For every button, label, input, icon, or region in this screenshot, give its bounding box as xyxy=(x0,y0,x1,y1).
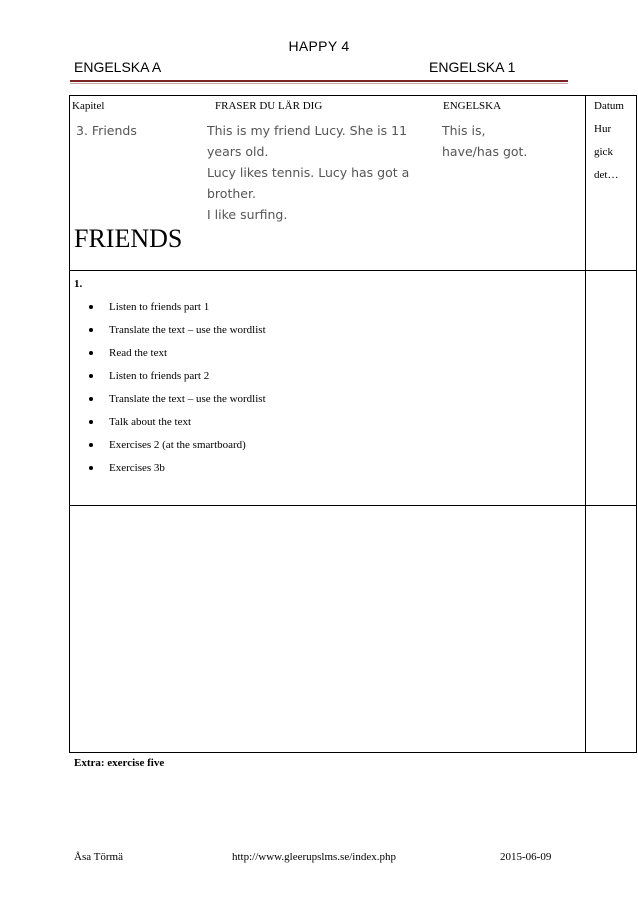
bullet-icon xyxy=(89,328,93,332)
list-item: Talk about the text xyxy=(89,410,266,433)
bullet-icon xyxy=(89,351,93,355)
bullet-icon xyxy=(89,305,93,309)
english-line: This is, xyxy=(442,123,486,138)
phrase-line: years old. xyxy=(207,144,269,159)
list-item: Listen to friends part 1 xyxy=(89,295,266,318)
datum-subtext-hur: Hur xyxy=(594,123,612,135)
section-number: 1. xyxy=(74,278,83,290)
phrases-block xyxy=(207,120,409,225)
table-row-divider xyxy=(70,505,636,506)
list-item: Translate the text – use the wordlist xyxy=(89,318,266,341)
task-list xyxy=(89,295,266,479)
table-row-divider xyxy=(70,270,636,271)
list-item: Exercises 2 (at the smartboard) xyxy=(89,433,266,456)
column-header-kapitel: Kapitel xyxy=(72,100,105,112)
header-right-label: ENGELSKA 1 xyxy=(429,59,516,75)
footer-author: Åsa Törmä xyxy=(74,851,123,863)
header-rule xyxy=(70,80,568,82)
bullet-icon xyxy=(89,466,93,470)
phrase-line: I like surfing. xyxy=(207,207,288,222)
lesson-table xyxy=(69,95,637,753)
column-header-fraser: FRASER DU LÄR DIG xyxy=(215,100,323,112)
footer-url: http://www.gleerupslms.se/index.php xyxy=(232,851,396,863)
header-left-label: ENGELSKA A xyxy=(74,59,162,75)
list-item: Read the text xyxy=(89,341,266,364)
list-item: Translate the text – use the wordlist xyxy=(89,387,266,410)
list-item: Exercises 3b xyxy=(89,456,266,479)
column-header-datum: Datum xyxy=(594,100,624,112)
footer-date: 2015-06-09 xyxy=(500,851,552,863)
header-rule-shadow xyxy=(70,83,568,84)
phrase-line: Lucy likes tennis. Lucy has got a xyxy=(207,165,410,180)
bullet-icon xyxy=(89,420,93,424)
column-header-engelska: ENGELSKA xyxy=(443,100,502,112)
phrase-line: This is my friend Lucy. She is 11 xyxy=(207,123,408,138)
chapter-title: 3. Friends xyxy=(76,123,137,138)
bullet-icon xyxy=(89,397,93,401)
datum-subtext-gick: gick xyxy=(594,146,613,158)
extra-exercise-note: Extra: exercise five xyxy=(74,757,165,769)
bullet-icon xyxy=(89,374,93,378)
theme-heading: FRIENDS xyxy=(74,224,183,253)
list-item: Listen to friends part 2 xyxy=(89,364,266,387)
english-line: have/has got. xyxy=(442,144,528,159)
datum-subtext-det: det… xyxy=(594,169,619,181)
table-column-divider xyxy=(585,96,586,752)
bullet-icon xyxy=(89,443,93,447)
english-block xyxy=(442,120,527,162)
page-header-title: HAPPY 4 xyxy=(288,38,350,54)
phrase-line: brother. xyxy=(207,186,256,201)
